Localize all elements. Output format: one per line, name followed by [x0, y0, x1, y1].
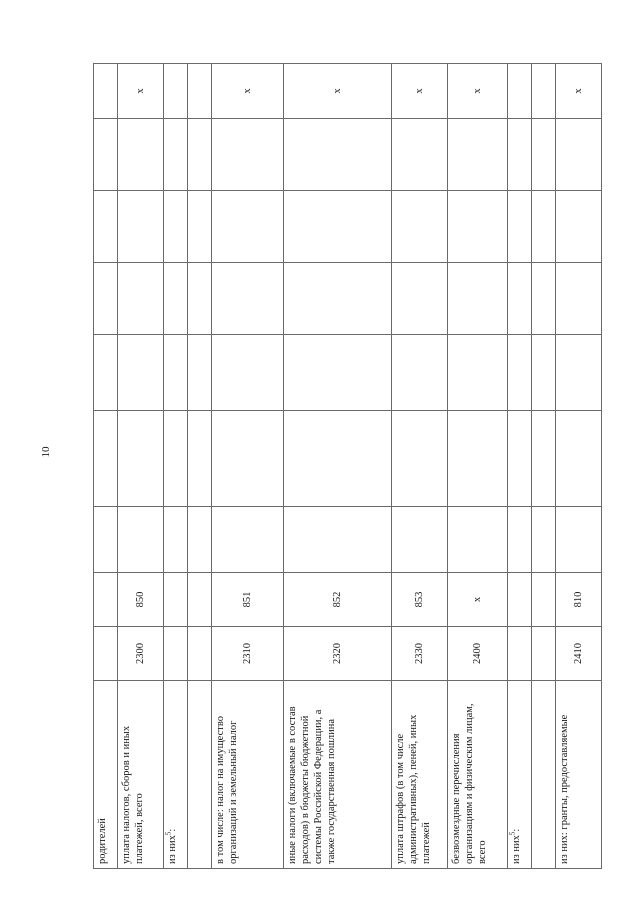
value-cell — [448, 263, 508, 335]
value-cell — [118, 411, 164, 507]
row-label — [188, 681, 212, 869]
row-label: родителей — [94, 681, 118, 869]
value-cell — [508, 411, 532, 507]
row-label: из них: гранты, предоставляемые — [556, 681, 602, 869]
value-cell — [164, 411, 188, 507]
row-code — [94, 627, 118, 681]
table-row — [392, 64, 448, 869]
row-label: из них$^5$: — [164, 681, 188, 869]
row-kbk: 850 — [118, 573, 164, 627]
value-cell — [508, 335, 532, 411]
row-code — [188, 627, 212, 681]
row-kbk — [188, 573, 212, 627]
value-cell — [556, 263, 602, 335]
row-x-mark: x — [556, 64, 602, 119]
value-cell — [94, 191, 118, 263]
table-row — [188, 64, 212, 869]
row-kbk — [164, 573, 188, 627]
row-label — [532, 681, 556, 869]
value-cell — [556, 411, 602, 507]
value-cell — [508, 119, 532, 191]
row-label: из них$^5$: — [508, 681, 532, 869]
report-table — [93, 63, 602, 869]
value-cell — [532, 191, 556, 263]
value-cell — [118, 335, 164, 411]
value-cell — [448, 411, 508, 507]
value-cell — [392, 263, 448, 335]
row-label: уплата налогов, сборов и иных платежей, всего — [118, 681, 164, 869]
value-cell — [532, 411, 556, 507]
value-cell — [94, 335, 118, 411]
value-cell — [118, 191, 164, 263]
value-cell — [556, 119, 602, 191]
value-cell — [164, 335, 188, 411]
value-cell — [164, 263, 188, 335]
row-kbk: 851 — [212, 573, 284, 627]
value-cell — [284, 411, 392, 507]
row-code: 2410 — [556, 627, 602, 681]
value-cell — [164, 507, 188, 573]
row-label: безвозмездные перечисления организациям и физическим лицам, всего — [448, 681, 508, 869]
table-body — [94, 64, 602, 869]
value-cell — [284, 507, 392, 573]
table-row — [212, 64, 284, 869]
value-cell — [188, 507, 212, 573]
value-cell — [188, 263, 212, 335]
footnote-mark: 5 — [508, 831, 517, 836]
value-cell — [94, 411, 118, 507]
row-code — [532, 627, 556, 681]
row-code: 2320 — [284, 627, 392, 681]
value-cell — [392, 507, 448, 573]
value-cell — [284, 119, 392, 191]
row-kbk: 853 — [392, 573, 448, 627]
value-cell — [508, 191, 532, 263]
value-cell — [508, 263, 532, 335]
rotated-table-wrapper — [93, 64, 595, 869]
value-cell — [448, 507, 508, 573]
row-kbk — [532, 573, 556, 627]
value-cell — [556, 335, 602, 411]
row-code: 2310 — [212, 627, 284, 681]
table-row — [556, 64, 602, 869]
value-cell — [118, 507, 164, 573]
row-code — [164, 627, 188, 681]
value-cell — [532, 119, 556, 191]
row-kbk: x — [448, 573, 508, 627]
row-label: уплата штрафов (в том числе административных), пеней, иных платежей — [392, 681, 448, 869]
value-cell — [164, 119, 188, 191]
value-cell — [212, 263, 284, 335]
table-row — [94, 64, 118, 869]
value-cell — [448, 119, 508, 191]
value-cell — [284, 335, 392, 411]
value-cell — [392, 335, 448, 411]
value-cell — [212, 507, 284, 573]
value-cell — [164, 191, 188, 263]
value-cell — [118, 119, 164, 191]
value-cell — [448, 191, 508, 263]
value-cell — [188, 335, 212, 411]
row-code: 2300 — [118, 627, 164, 681]
value-cell — [212, 191, 284, 263]
value-cell — [188, 191, 212, 263]
row-code: 2400 — [448, 627, 508, 681]
value-cell — [188, 119, 212, 191]
value-cell — [212, 335, 284, 411]
value-cell — [94, 263, 118, 335]
value-cell — [532, 335, 556, 411]
value-cell — [284, 263, 392, 335]
row-x-mark: x — [448, 64, 508, 119]
value-cell — [508, 507, 532, 573]
value-cell — [392, 191, 448, 263]
row-x-mark: x — [392, 64, 448, 119]
row-label: в том числе: налог на имущество организаций и земельный налог — [212, 681, 284, 869]
row-x-mark: x — [284, 64, 392, 119]
row-code: 2330 — [392, 627, 448, 681]
table-row — [164, 64, 188, 869]
value-cell — [188, 411, 212, 507]
table-row — [532, 64, 556, 869]
footnote-mark: 5 — [164, 831, 173, 836]
row-kbk: 852 — [284, 573, 392, 627]
table-row — [118, 64, 164, 869]
row-x-mark — [164, 64, 188, 119]
value-cell — [392, 411, 448, 507]
value-cell — [212, 411, 284, 507]
value-cell — [118, 263, 164, 335]
value-cell — [556, 191, 602, 263]
value-cell — [556, 507, 602, 573]
row-x-mark: x — [212, 64, 284, 119]
row-label: иные налоги (включаемые в состав расходов) в бюджеты бюджетной системы Российской Федерации, а также государственная пошлина — [284, 681, 392, 869]
table-row — [448, 64, 508, 869]
row-kbk: 810 — [556, 573, 602, 627]
value-cell — [392, 119, 448, 191]
row-x-mark — [508, 64, 532, 119]
row-x-mark — [94, 64, 118, 119]
value-cell — [94, 119, 118, 191]
row-kbk — [508, 573, 532, 627]
value-cell — [448, 335, 508, 411]
row-code — [508, 627, 532, 681]
value-cell — [532, 263, 556, 335]
value-cell — [284, 191, 392, 263]
row-x-mark: x — [118, 64, 164, 119]
value-cell — [532, 507, 556, 573]
page-number: 10 — [40, 446, 52, 458]
row-x-mark — [532, 64, 556, 119]
row-kbk — [94, 573, 118, 627]
row-x-mark — [188, 64, 212, 119]
value-cell — [212, 119, 284, 191]
value-cell — [94, 507, 118, 573]
table-row — [508, 64, 532, 869]
table-row — [284, 64, 392, 869]
